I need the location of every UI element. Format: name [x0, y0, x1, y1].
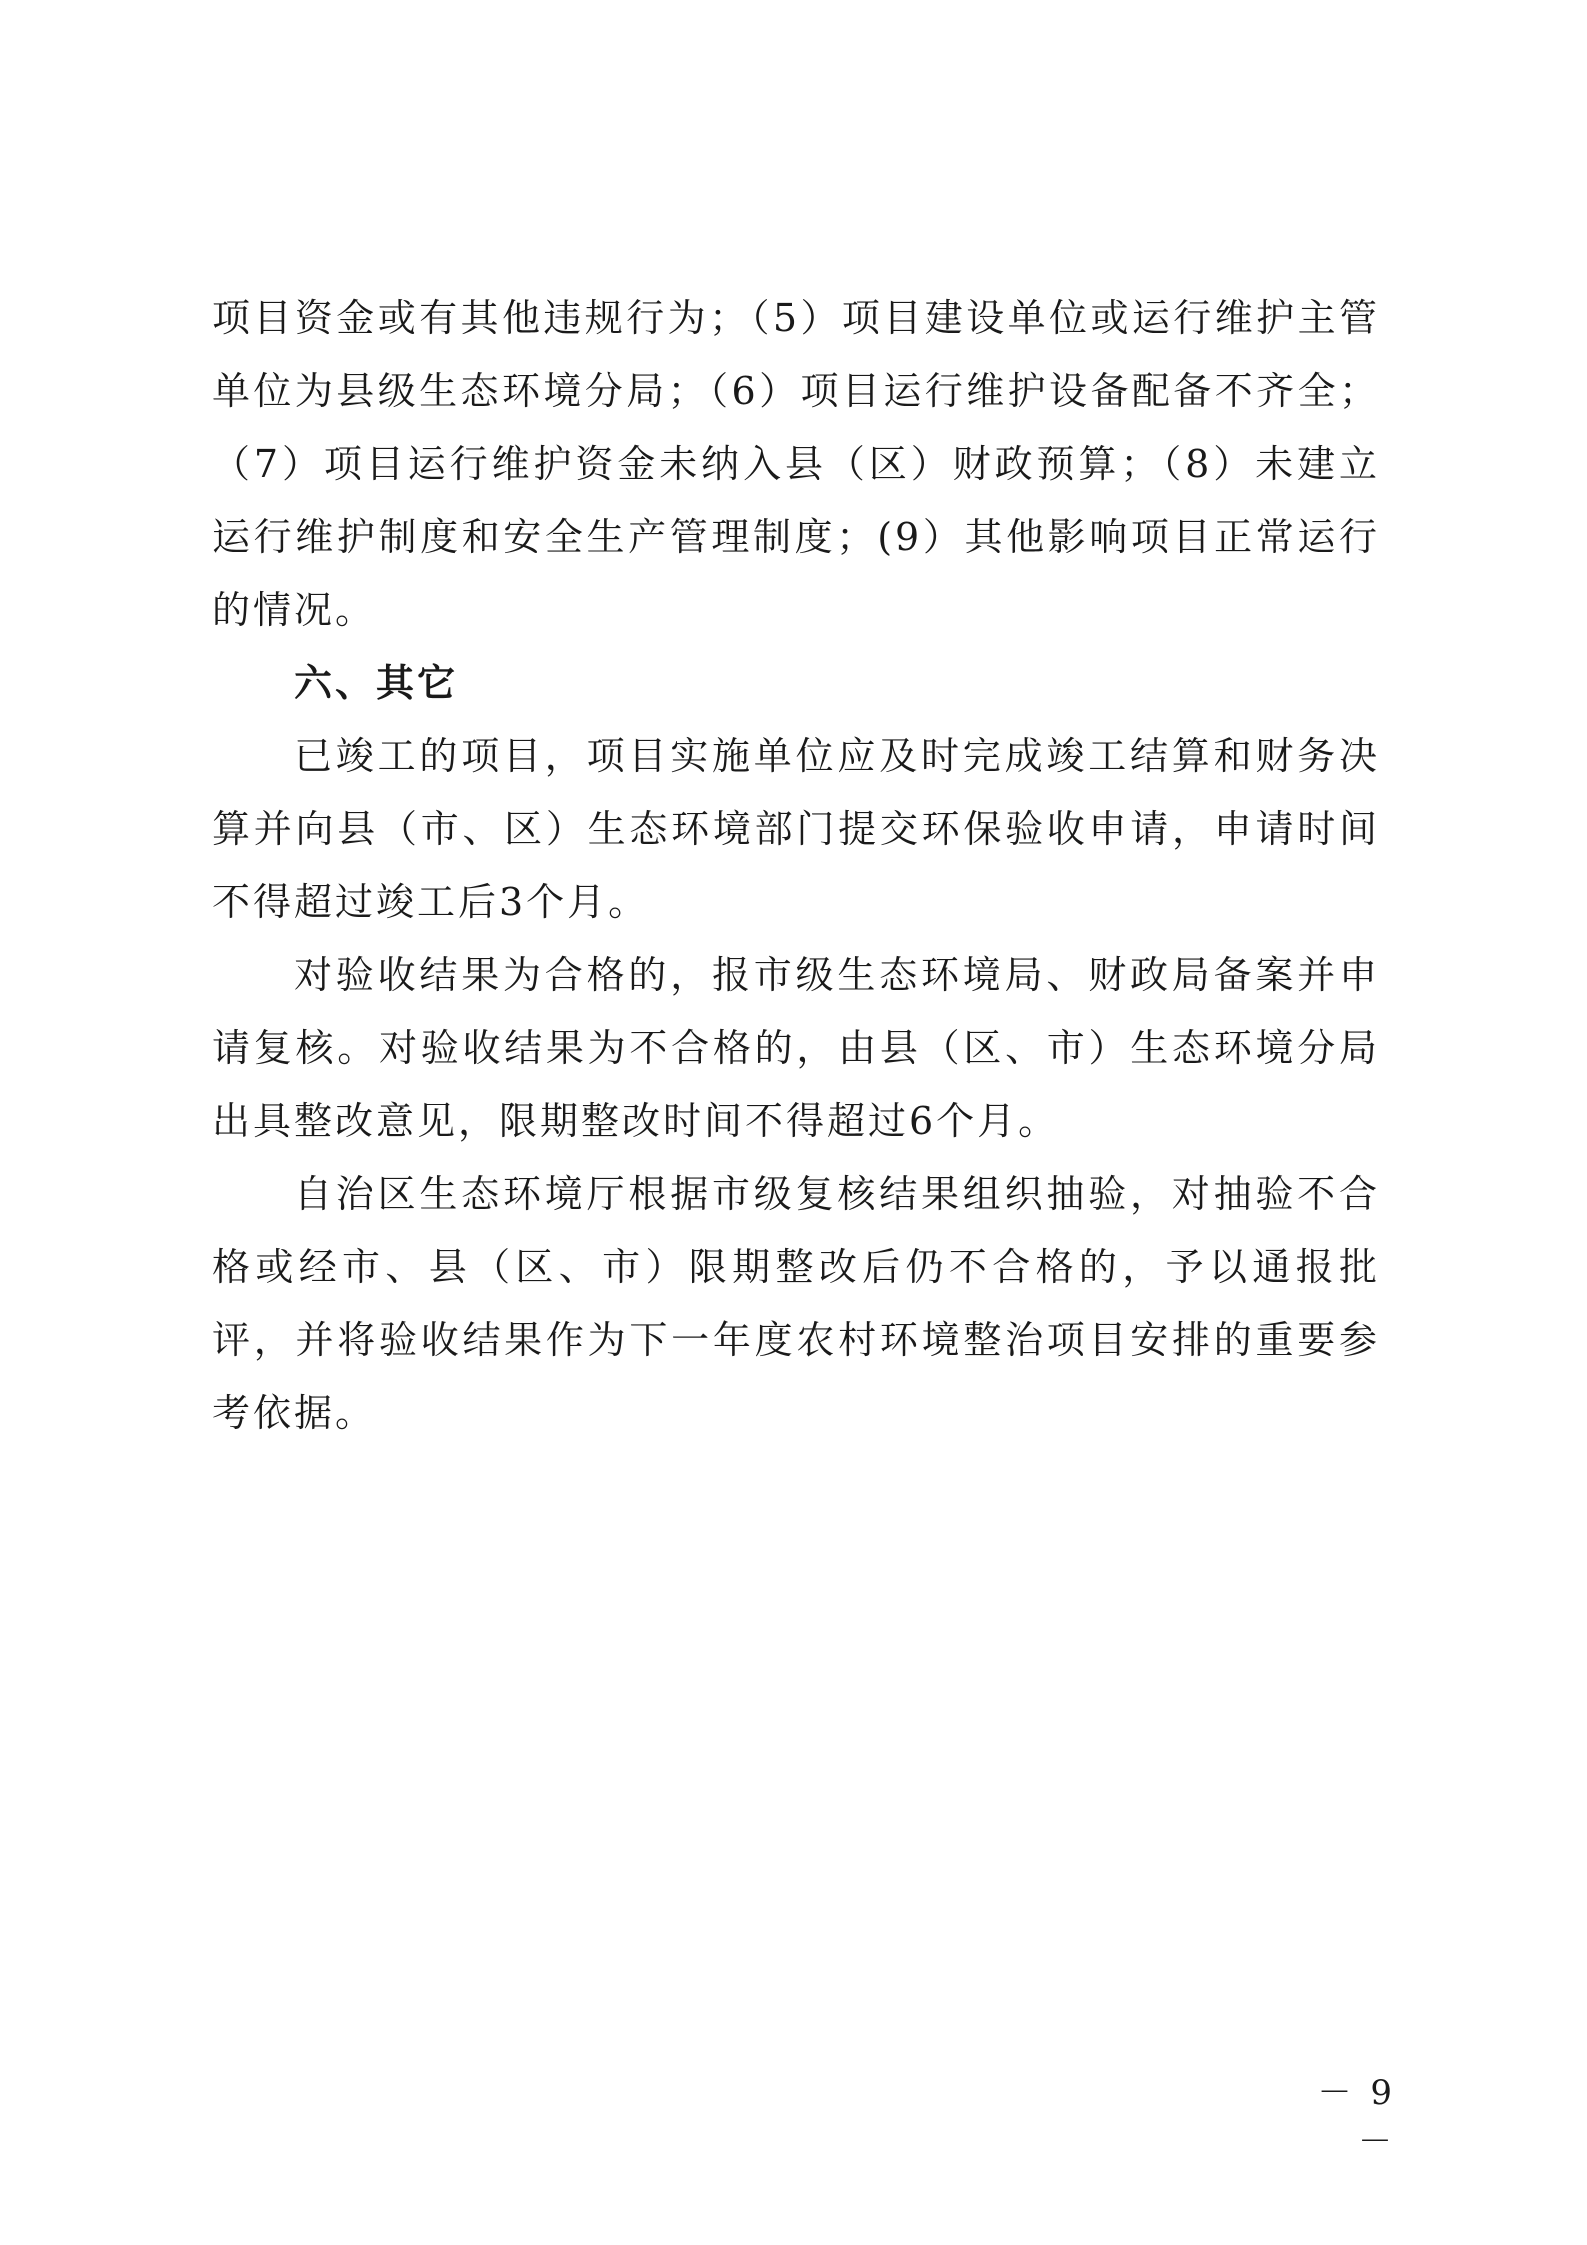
- section-heading: 六、其它: [294, 661, 459, 705]
- paragraph-continuation: 项目资金或有其他违规行为；（5）项目建设单位或运行维护主管单位为县级生态环境分局；（6）项目运行维护设备配备不齐全；（7）项目运行维护资金未纳入县（区）财政预算；（8）未建立运行维护制度和安全生产管理制度；(9）其他影响项目正常运行的情况。: [212, 296, 1380, 632]
- paragraph-inspection: 自治区生态环境厅根据市级复核结果组织抽验，对抽验不合格或经市、县（区、市）限期整改后仍不合格的，予以通报批评，并将验收结果作为下一年度农村环境整治项目安排的重要参考依据。: [212, 1172, 1380, 1435]
- paragraph-completion: 已竣工的项目，项目实施单位应及时完成竣工结算和财务决算并向县（市、区）生态环境部门提交环保验收申请，申请时间不得超过竣工后3个月。: [212, 734, 1380, 924]
- paragraph-review: 对验收结果为合格的，报市级生态环境局、财政局备案并申请复核。对验收结果为不合格的，由县（区、市）生态环境分局出具整改意见，限期整改时间不得超过6个月。: [212, 953, 1380, 1143]
- document-body: [212, 282, 1380, 1450]
- page-number: － 9 －: [1317, 2073, 1396, 2162]
